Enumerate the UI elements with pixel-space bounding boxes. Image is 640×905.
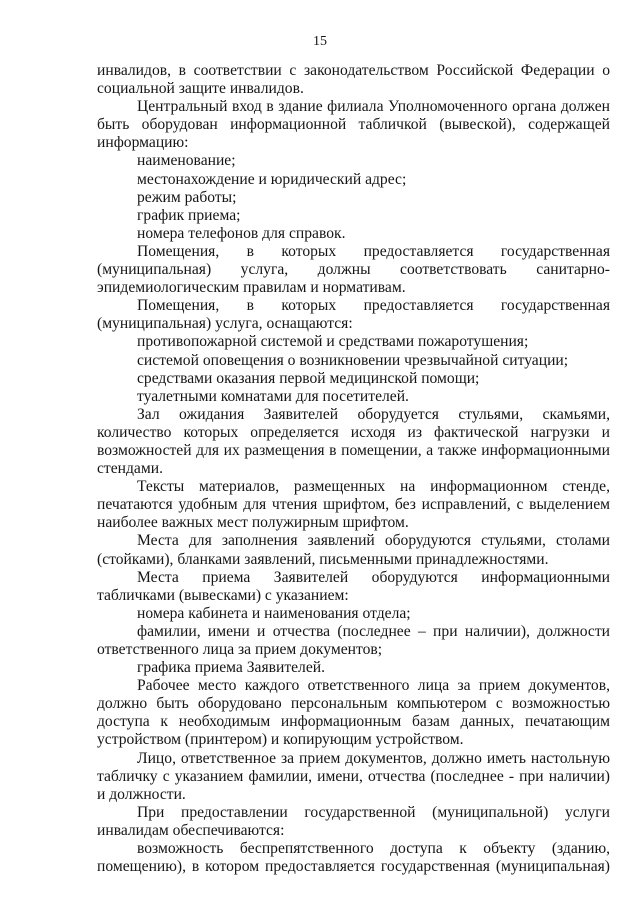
list-item: номера кабинета и наименования отдела; [137,604,411,622]
paragraph: возможность беспрепятственного доступа к объекту (зданию, помещению), в котором предоставляется государственная (муниципальная) [97,840,610,876]
paragraph: При предоставлении государственной (муниципальной) услуги инвалидам обеспечиваются: [97,803,610,839]
list-item: туалетными комнатами для посетителей. [137,387,409,405]
list-item: системой оповещения о возникновении чрезвычайной ситуации; [137,351,569,369]
list-item: противопожарной системой и средствами пожаротушения; [137,333,529,351]
list-item: наименование; [137,152,236,170]
paragraph: Помещения, в которых предоставляется государственная (муниципальная) услуга, оснащаются: [97,297,610,333]
continued-paragraph: инвалидов, в соответствии с законодательством Российской Федерации о социальной защите инвалидов. [97,62,610,98]
list-item: номера телефонов для справок. [137,224,346,242]
list-item: средствами оказания первой медицинской помощи; [137,369,480,387]
paragraph: Тексты материалов, размещенных на информационном стенде, печатаются удобным для чтения шрифтом, без исправлений, с выделением наиболее важных мест полужирным шрифтом. [97,478,610,532]
paragraph: Центральный вход в здание филиала Уполномоченного органа должен быть оборудован информационной табличкой (вывеской), содержащей информацию: [97,98,610,152]
paragraph: Помещения, в которых предоставляется государственная (муниципальная) услуга, должны соответствовать санитарно-эпидемиологическим правилам и нормативам. [97,242,610,297]
paragraph: Рабочее место каждого ответственного лица за прием документов, должно быть оборудовано персональным компьютером с возможностью доступа к необходимым информационным базам данных, печатающим устройством (принтером) и копирующим устройством. [97,677,610,749]
list-item: режим работы; [137,188,237,206]
paragraph: Зал ожидания Заявителей оборудуется стульями, скамьями, количество которых определяется исходя из фактической нагрузки и возможностей для их размещения в помещении, а также информационными стендами. [97,405,610,478]
page-number: 15 [313,34,327,49]
document-body [97,62,610,876]
paragraph: Лицо, ответственное за прием документов, должно иметь настольную табличку с указанием фамилии, имени, отчества (последнее - при наличии) и должности. [97,749,610,803]
list-item: график приема; [137,206,241,224]
list-item: графика приема Заявителей. [137,659,326,677]
paragraph: Места для заполнения заявлений оборудуются стульями, столами (стойками), бланками заявлений, письменными принадлежностями. [97,532,610,568]
list-item: местонахождение и юридический адрес; [137,170,407,188]
paragraph: Места приема Заявителей оборудуются информационными табличками (вывесками) с указанием: [97,568,610,604]
paragraph: фамилии, имени и отчества (последнее – при наличии), должности ответственного лица за прием документов; [97,622,610,658]
